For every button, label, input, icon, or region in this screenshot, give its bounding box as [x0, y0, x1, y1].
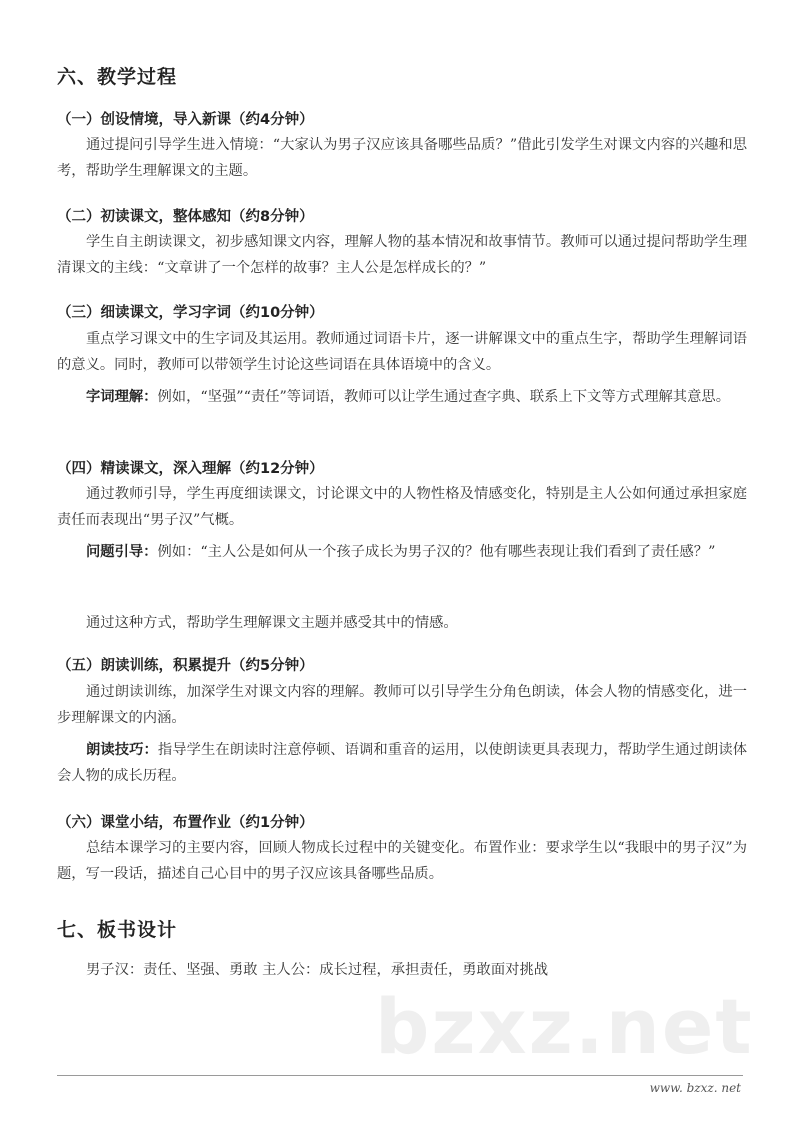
step-4-question-guide	[57, 539, 747, 565]
step-3-paragraph-1: 重点学习课文中的生字词及其运用。教师通过词语卡片，逐一讲解课文中的重点生字，帮助学生理解词语的意义。同时，教师可以带领学生讨论这些词语在具体语境中的含义。	[57, 331, 747, 373]
step-6-paragraph-1: 总结本课学习的主要内容，回顾人物成长过程中的关键变化。布置作业：要求学生以“我眼中的男子汉”为题，写一段话，描述自己心目中的男子汉应该具备哪些品质。	[57, 840, 747, 882]
watermark-text: bzxz.net	[375, 982, 754, 1071]
step-5-heading: （五）朗读训练，积累提升（约5分钟）	[57, 658, 314, 674]
step-3-heading: （三）细读课文，学习字词（约10分钟）	[57, 305, 324, 321]
step-1-heading: （一）创设情境，导入新课（约4分钟）	[57, 112, 314, 128]
step-3-word-understanding	[57, 384, 747, 410]
reading-skills-label: 朗读技巧：	[86, 742, 158, 758]
step-4-paragraph-1: 通过教师引导，学生再度细读课文，讨论课文中的人物性格及情感变化，特别是主人公如何通过承担家庭责任而表现出“男子汉”气概。	[57, 486, 747, 528]
step-2-paragraph-1: 学生自主朗读课文，初步感知课文内容，理解人物的基本情况和故事情节。教师可以通过提问帮助学生理清课文的主线：“文章讲了一个怎样的故事？主人公是怎样成长的？”	[57, 234, 747, 276]
section-title-blackboard-design: 七、板书设计	[57, 919, 178, 941]
step-5-paragraph-1: 通过朗读训练，加深学生对课文内容的理解。教师可以引导学生分角色朗读，体会人物的情感变化，进一步理解课文的内涵。	[57, 684, 747, 726]
step-2-heading: （二）初读课文，整体感知（约8分钟）	[57, 209, 314, 225]
step-4-heading: （四）精读课文，深入理解（约12分钟）	[57, 461, 324, 477]
footer-url: www. bzxz. net	[649, 1081, 741, 1095]
step-1-paragraph-1: 通过提问引导学生进入情境：“大家认为男子汉应该具备哪些品质？”借此引发学生对课文内容的兴趣和思考，帮助学生理解课文的主题。	[57, 137, 747, 179]
blackboard-content: 男子汉：责任、坚强、勇敢 主人公：成长过程，承担责任，勇敢面对挑战	[86, 962, 549, 978]
step-4-paragraph-3: 通过这种方式，帮助学生理解课文主题并感受其中的情感。	[86, 615, 458, 631]
word-understanding-label: 字词理解：	[86, 389, 158, 405]
footer-divider	[57, 1075, 743, 1076]
step-6-heading: （六）课堂小结，布置作业（约1分钟）	[57, 815, 314, 831]
reading-skills-text: 指导学生在朗读时注意停顿、语调和重音的运用，以使朗读更具表现力，帮助学生通过朗读体会人物的成长历程。	[57, 742, 747, 784]
section-title-teaching-process: 六、教学过程	[57, 66, 178, 88]
question-guide-text: 例如：“主人公是如何从一个孩子成长为男子汉的？他有哪些表现让我们看到了责任感？”	[157, 544, 716, 560]
question-guide-label: 问题引导：	[86, 544, 158, 560]
word-understanding-text: 例如，“坚强”“责任”等词语，教师可以让学生通过查字典、联系上下文等方式理解其意思。	[157, 389, 730, 405]
step-5-reading-skills	[57, 737, 747, 789]
